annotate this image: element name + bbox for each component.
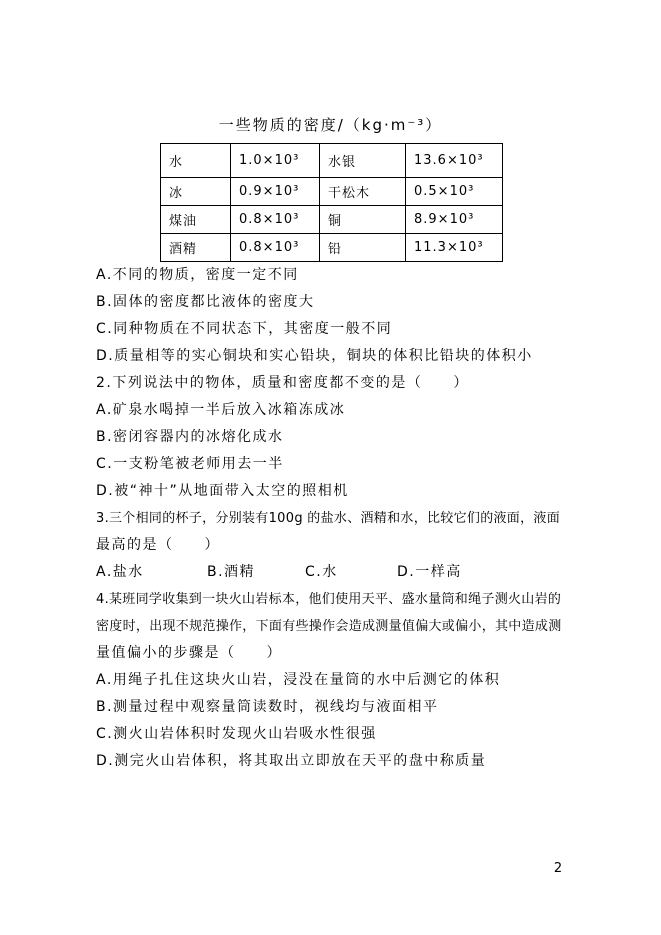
substance-cell: 铅 <box>320 234 406 262</box>
table-row <box>161 234 503 262</box>
table-row <box>161 144 503 178</box>
q4-option-b: B.测量过程中观察量筒读数时，视线均与液面相平 <box>96 699 439 715</box>
q1-option-c: C.同种物质在不同状态下，其密度一般不同 <box>96 321 393 337</box>
substance-cell: 水银 <box>320 144 406 178</box>
substance-cell: 酒精 <box>161 234 231 262</box>
q4-option-a: A.用绳子扎住这块火山岩，浸没在量筒的水中后测它的体积 <box>96 672 501 688</box>
density-table-title: 一些物质的密度/（kg·m⁻³） <box>218 116 443 134</box>
q3-option-b: B.酒精 <box>207 564 256 580</box>
q4-option-c: C.测火山岩体积时发现火山岩吸水性很强 <box>96 726 377 742</box>
density-cell: 0.5×10³ <box>406 178 503 206</box>
density-cell: 0.9×10³ <box>231 178 320 206</box>
q3-option-d: D.一样高 <box>397 564 462 580</box>
density-table <box>160 143 503 262</box>
q4-stem-line2: 密度时，出现不规范操作，下面有些操作会造成测量值偏大或偏小，其中造成测 <box>96 619 562 634</box>
q4-stem-line1: 4.某班同学收集到一块火山岩标本，他们使用天平、盛水量筒和绳子测火山岩的 <box>96 592 562 607</box>
density-cell: 1.0×10³ <box>231 144 320 178</box>
q4-option-d: D.测完火山岩体积，将其取出立即放在天平的盘中称质量 <box>96 753 487 769</box>
substance-cell: 水 <box>161 144 231 178</box>
density-cell: 11.3×10³ <box>406 234 503 262</box>
q3-stem-line2: 最高的是（ ） <box>96 537 220 553</box>
q2-option-a: A.矿泉水喝掉一半后放入冰箱冻成冰 <box>96 402 346 418</box>
q4-stem-line3: 量值偏小的步骤是（ ） <box>96 645 282 661</box>
q2-option-b: B.密闭容器内的冰熔化成水 <box>96 429 284 445</box>
q3-option-a: A.盐水 <box>96 564 144 580</box>
substance-cell: 铜 <box>320 206 406 234</box>
page-number: 2 <box>553 861 563 876</box>
density-cell: 8.9×10³ <box>406 206 503 234</box>
q2-stem: 2.下列说法中的物体，质量和密度都不变的是（ ） <box>96 375 469 391</box>
q3-options-row <box>96 559 616 586</box>
q1-option-a: A.不同的物质，密度一定不同 <box>96 267 299 283</box>
density-cell: 0.8×10³ <box>231 234 320 262</box>
density-cell: 13.6×10³ <box>406 144 503 178</box>
table-row <box>161 206 503 234</box>
q3-option-c: C.水 <box>305 564 338 580</box>
q1-option-b: B.固体的密度都比液体的密度大 <box>96 294 315 310</box>
density-cell: 0.8×10³ <box>231 206 320 234</box>
q1-option-d: D.质量相等的实心铜块和实心铅块，铜块的体积比铅块的体积小 <box>96 348 533 364</box>
q2-option-d: D.被“神十”从地面带入太空的照相机 <box>96 483 349 499</box>
q3-stem-line1: 3.三个相同的杯子，分别装有100g 的盐水、酒精和水，比较它们的液面，液面 <box>96 511 561 526</box>
substance-cell: 干松木 <box>320 178 406 206</box>
question-text-block <box>96 262 616 775</box>
substance-cell: 冰 <box>161 178 231 206</box>
table-row <box>161 178 503 206</box>
q2-option-c: C.一支粉笔被老师用去一半 <box>96 456 284 472</box>
substance-cell: 煤油 <box>161 206 231 234</box>
